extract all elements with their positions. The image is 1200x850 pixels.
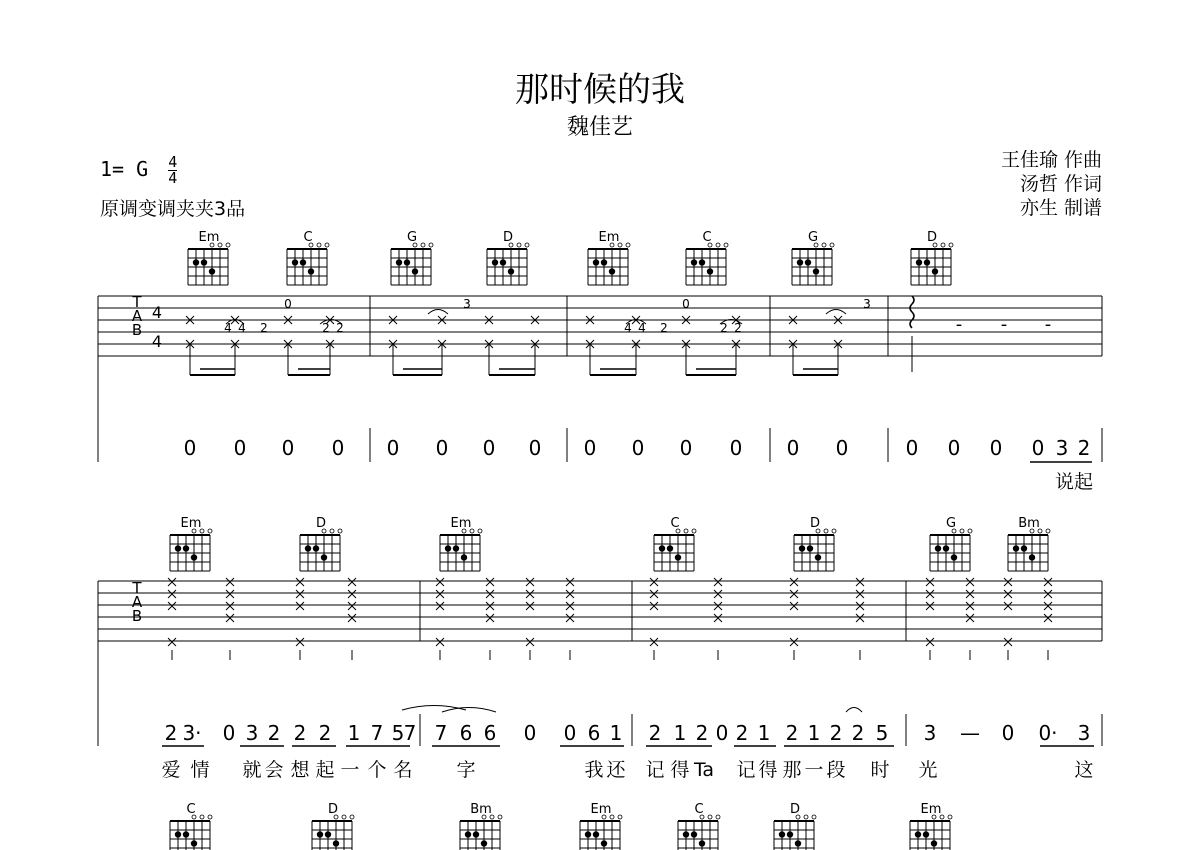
chord-diagram-g-label: G [807, 230, 819, 245]
chord-diagram-em-open-string [940, 815, 944, 819]
chord-diagram-c-dot [191, 840, 197, 846]
chord-diagram-c-open-string [716, 815, 720, 819]
chord-diagram-em-open-string [470, 529, 474, 533]
lyric-text: 光 [918, 759, 938, 781]
chord-diagram-c-label: C [702, 230, 712, 245]
chord-diagram-em-open-string [226, 243, 230, 247]
lyric-text: 时 [870, 759, 890, 781]
chord-diagram-em-dot [175, 545, 181, 551]
chord-diagram-d-open-string [517, 243, 521, 247]
key-label: 1= G [100, 157, 149, 181]
chord-diagram-c-open-string [684, 529, 688, 533]
notation-note: 0· [1038, 721, 1058, 745]
tab-fret-number: 2 [660, 321, 668, 335]
chord-diagram-d-open-string [949, 243, 953, 247]
chord-diagram-g-dot [404, 259, 410, 265]
chord-diagram-d-dot [325, 831, 331, 837]
tab-fret-number: 2 [720, 321, 728, 335]
whole-rest-dash: - [1000, 314, 1008, 335]
tab-fret-number: 2 [260, 321, 268, 335]
lyricist-credit: 汤哲 作词 [1019, 173, 1102, 195]
chord-diagram-c-dot [308, 268, 314, 274]
chord-diagram-em-label: Em [598, 230, 620, 245]
chord-diagram-d-open-string [525, 243, 529, 247]
chord-diagram-g-label: G [945, 516, 957, 531]
chord-diagram-d-dot [924, 259, 930, 265]
tab-fret-number: 3 [463, 297, 471, 311]
chord-diagram-em-dot [445, 545, 451, 551]
composer-credit: 王佳瑜 作曲 [1000, 149, 1102, 171]
chord-diagram-d-dot [779, 831, 785, 837]
chord-diagram-d-dot [508, 268, 514, 274]
tab-clef-letter: T [132, 579, 142, 597]
lyric-text: 想 [290, 759, 310, 781]
notation-note: 2 [785, 721, 799, 745]
chord-diagram-bm-dot [481, 840, 487, 846]
tab-fret-number: 0 [682, 297, 690, 311]
chord-diagram-em-open-string [478, 529, 482, 533]
chord-diagram-d-open-string [824, 529, 828, 533]
chord-diagram-em-dot [193, 259, 199, 265]
chord-diagram-bm-open-string [1038, 529, 1042, 533]
chord-diagram-em-dot [209, 268, 215, 274]
notation-note: 2 [829, 721, 843, 745]
lyric-text: 记 [645, 759, 665, 781]
tab-clef-letter: B [131, 607, 143, 625]
notation-note: 7 [434, 721, 448, 745]
chord-diagram-bm-dot [1029, 554, 1035, 560]
chord-diagram-d-label: D [809, 516, 821, 531]
chord-diagram-d-open-string [330, 529, 334, 533]
tie-arc [846, 708, 862, 713]
notation-note: 0 [386, 436, 400, 460]
chord-diagram-d-dot [787, 831, 793, 837]
chord-diagram-c-dot [300, 259, 306, 265]
chord-diagram-em-label: Em [180, 516, 202, 531]
notation-note: 5 [875, 721, 889, 745]
chord-diagram-bm-label: Bm [470, 802, 492, 817]
chord-diagram-c-dot [175, 831, 181, 837]
tie-arc [442, 708, 496, 713]
chord-diagram-em-label: Em [590, 802, 612, 817]
chord-diagram-bm-dot [1013, 545, 1019, 551]
chord-diagram-em-dot [183, 545, 189, 551]
chord-diagram-g-open-string [960, 529, 964, 533]
chord-diagram-em-dot [461, 554, 467, 560]
chord-diagram-em-dot [601, 840, 607, 846]
notation-note: 6 [587, 721, 601, 745]
arranger-credit: 亦生 制谱 [1019, 197, 1102, 219]
chord-diagram-g-dot [943, 545, 949, 551]
whole-rest-dash: - [1044, 314, 1052, 335]
chord-diagram-g-dot [951, 554, 957, 560]
notation-note: 3 [1055, 436, 1069, 460]
tab-time-denominator: 4 [151, 332, 163, 351]
tab-fret-number: 2 [336, 321, 344, 335]
chord-diagram-em-open-string [208, 529, 212, 533]
chord-diagram-g-dot [935, 545, 941, 551]
lyric-text: 就 [242, 759, 262, 781]
chord-diagram-d-label: D [789, 802, 801, 817]
chord-diagram-em-dot [601, 259, 607, 265]
tab-fret-number: 0 [284, 297, 292, 311]
chord-diagram-em-label: Em [198, 230, 220, 245]
lyric-text: 一 [804, 759, 824, 781]
chord-diagram-bm-open-string [498, 815, 502, 819]
notation-note: 3 [923, 721, 937, 745]
chord-diagram-g-open-string [968, 529, 972, 533]
chord-diagram-em-label: Em [920, 802, 942, 817]
chord-diagram-c-open-string [208, 815, 212, 819]
chord-diagram-d-dot [492, 259, 498, 265]
notation-note: 2 [851, 721, 865, 745]
chord-diagram-bm-label: Bm [1018, 516, 1040, 531]
chord-diagram-d-dot [795, 840, 801, 846]
chord-diagram-c-dot [675, 554, 681, 560]
chord-diagram-d-dot [916, 259, 922, 265]
tie-arc [402, 706, 466, 711]
chord-diagram-em-dot [593, 831, 599, 837]
lyric-text: 得 [758, 759, 778, 781]
tab-clef-letter: A [131, 307, 143, 325]
lyric-text: 爱 [161, 759, 181, 781]
notation-note: 0 [786, 436, 800, 460]
chord-diagram-em-dot [585, 831, 591, 837]
tab-fret-number: 2 [322, 321, 330, 335]
chord-diagram-d-open-string [804, 815, 808, 819]
chord-diagram-em-dot [915, 831, 921, 837]
notation-note: 2 [293, 721, 307, 745]
chord-diagram-em-open-string [618, 815, 622, 819]
song-title: 那时候的我 [515, 70, 685, 110]
notation-note: 0 [563, 721, 577, 745]
notation-note: — [960, 721, 980, 745]
chord-diagram-em-dot [931, 840, 937, 846]
meter-denominator: 4 [168, 169, 178, 187]
chord-diagram-em-dot [201, 259, 207, 265]
chord-diagram-bm-open-string [490, 815, 494, 819]
notation-note: 2 [648, 721, 662, 745]
artist-name: 魏佳艺 [566, 115, 633, 140]
notation-note: 0 [183, 436, 197, 460]
tab-fret-number: 3 [863, 297, 871, 311]
chord-diagram-g-open-string [822, 243, 826, 247]
notation-note: 0 [715, 721, 729, 745]
lyric-text: 个 [367, 759, 387, 781]
chord-diagram-em-dot [609, 268, 615, 274]
notation-note: 0 [281, 436, 295, 460]
chord-diagram-g-open-string [830, 243, 834, 247]
notation-note: 0 [989, 436, 1003, 460]
chord-diagram-em-dot [453, 545, 459, 551]
chord-diagram-bm-open-string [1046, 529, 1050, 533]
chord-diagram-c-label: C [303, 230, 313, 245]
notation-note: 7 [370, 721, 384, 745]
chord-diagram-g-dot [396, 259, 402, 265]
tab-fret-number: 2 [734, 321, 742, 335]
arpeggio-mark [910, 296, 914, 328]
chord-diagram-em-open-string [218, 243, 222, 247]
tab-fret-number: 4 [238, 321, 246, 335]
chord-diagram-d-dot [932, 268, 938, 274]
notation-note: 7 [403, 721, 417, 745]
chord-diagram-d-dot [333, 840, 339, 846]
chord-diagram-c-label: C [694, 802, 704, 817]
chord-diagram-g-open-string [421, 243, 425, 247]
tab-clef-letter: B [131, 321, 143, 339]
lyric-text: Ta [693, 759, 715, 781]
chord-diagram-c-open-string [708, 815, 712, 819]
chord-diagram-d-label: D [926, 230, 938, 245]
lyric-text: 还 [606, 759, 626, 781]
tab-time-numerator: 4 [151, 303, 163, 322]
notation-note: 2 [164, 721, 178, 745]
notation-note: 0 [1031, 436, 1045, 460]
lyric-text: 名 [393, 759, 413, 781]
notation-note: 0 [528, 436, 542, 460]
chord-diagram-d-open-string [941, 243, 945, 247]
notation-note: 2 [318, 721, 332, 745]
notation-note: 3· [182, 721, 202, 745]
notation-note: 0 [583, 436, 597, 460]
capo-note: 原调变调夹夹3品 [100, 198, 246, 220]
chord-diagram-d-open-string [812, 815, 816, 819]
lyric-text: 记 [736, 759, 756, 781]
chord-diagram-d-dot [313, 545, 319, 551]
chord-diagram-d-dot [500, 259, 506, 265]
chord-diagram-em-open-string [948, 815, 952, 819]
chord-diagram-c-label: C [186, 802, 196, 817]
notation-note: 3 [245, 721, 259, 745]
lyric-text: 字 [456, 759, 476, 781]
chord-diagram-c-open-string [724, 243, 728, 247]
chord-diagram-c-open-string [716, 243, 720, 247]
notation-note: 0 [1001, 721, 1015, 745]
chord-diagram-em-label: Em [450, 516, 472, 531]
chord-diagram-c-dot [691, 831, 697, 837]
notation-note: 2 [695, 721, 709, 745]
notation-note: 0 [331, 436, 345, 460]
chord-diagram-c-dot [667, 545, 673, 551]
chord-diagram-g-dot [813, 268, 819, 274]
chord-diagram-em-dot [923, 831, 929, 837]
chord-diagram-g-dot [797, 259, 803, 265]
chord-diagram-c-open-string [692, 529, 696, 533]
chord-diagram-c-dot [683, 831, 689, 837]
chord-diagram-g-label: G [406, 230, 418, 245]
tab-clef-letter: T [132, 293, 142, 311]
notation-note: 6 [483, 721, 497, 745]
notation-note: 0 [631, 436, 645, 460]
tab-clef-letter: A [131, 593, 143, 611]
chord-diagram-em-dot [593, 259, 599, 265]
chord-diagram-bm-dot [473, 831, 479, 837]
chord-diagram-em-open-string [610, 815, 614, 819]
notation-note: 1 [673, 721, 687, 745]
chord-diagram-em-open-string [626, 243, 630, 247]
lyric-text: 段 [826, 759, 846, 781]
chord-diagram-d-dot [317, 831, 323, 837]
chord-diagram-d-open-string [342, 815, 346, 819]
chord-diagram-em-open-string [200, 529, 204, 533]
lyric-text: 会 [264, 759, 284, 781]
lyric-text: 起 [315, 759, 335, 781]
lyric-text: 说起 [1054, 471, 1094, 493]
notation-note: 0 [947, 436, 961, 460]
chord-diagram-c-open-string [200, 815, 204, 819]
notation-note: 1 [757, 721, 771, 745]
whole-rest-dash: - [955, 314, 963, 335]
notation-note: 0 [233, 436, 247, 460]
notation-note: 1 [609, 721, 623, 745]
chord-diagram-c-dot [707, 268, 713, 274]
chord-diagram-d-open-string [832, 529, 836, 533]
chord-diagram-d-dot [815, 554, 821, 560]
chord-diagram-d-open-string [338, 529, 342, 533]
tie-arc [826, 310, 846, 315]
chord-diagram-em-open-string [618, 243, 622, 247]
chord-diagram-d-label: D [502, 230, 514, 245]
chord-diagram-c-dot [691, 259, 697, 265]
chord-diagram-bm-dot [465, 831, 471, 837]
chord-diagram-d-open-string [350, 815, 354, 819]
chord-diagram-d-dot [321, 554, 327, 560]
notation-note: 1 [807, 721, 821, 745]
notation-note: 0 [523, 721, 537, 745]
notation-note: 0 [729, 436, 743, 460]
lyric-text: 情 [190, 759, 210, 781]
chord-diagram-g-dot [805, 259, 811, 265]
notation-note: 0 [679, 436, 693, 460]
chord-diagram-c-open-string [317, 243, 321, 247]
chord-diagram-d-dot [305, 545, 311, 551]
notation-note: 2 [267, 721, 281, 745]
notation-note: 0 [835, 436, 849, 460]
chord-diagram-c-open-string [325, 243, 329, 247]
notation-note: 1 [347, 721, 361, 745]
chord-diagram-c-dot [659, 545, 665, 551]
chord-diagram-g-open-string [429, 243, 433, 247]
chord-diagram-c-label: C [670, 516, 680, 531]
notation-note: 0 [435, 436, 449, 460]
chord-diagram-c-dot [699, 259, 705, 265]
chord-diagram-bm-dot [1021, 545, 1027, 551]
chord-diagram-d-label: D [327, 802, 339, 817]
lyric-text: 一 [340, 759, 360, 781]
lyric-text: 这 [1074, 759, 1094, 781]
notation-note: 0 [222, 721, 236, 745]
notation-note: 2 [1077, 436, 1091, 460]
chord-diagram-g-dot [412, 268, 418, 274]
lyric-text: 我 [584, 759, 604, 781]
tab-fret-number: 4 [638, 321, 646, 335]
chord-diagram-d-dot [807, 545, 813, 551]
meter-numerator: 4 [168, 153, 178, 171]
chord-diagram-em-dot [191, 554, 197, 560]
chord-diagram-c-dot [183, 831, 189, 837]
notation-note: 3 [1077, 721, 1091, 745]
chord-diagram-c-dot [699, 840, 705, 846]
notation-note: 6 [459, 721, 473, 745]
notation-note: 0 [905, 436, 919, 460]
notation-note: 5 [391, 721, 405, 745]
lyric-text: 得 [670, 759, 690, 781]
notation-note: 0 [482, 436, 496, 460]
lyric-text: 那 [782, 759, 802, 781]
tie-arc [428, 310, 448, 315]
chord-diagram-c-dot [292, 259, 298, 265]
notation-note: 2 [735, 721, 749, 745]
chord-diagram-d-label: D [315, 516, 327, 531]
tab-fret-number: 4 [224, 321, 232, 335]
chord-diagram-d-dot [799, 545, 805, 551]
tab-fret-number: 4 [624, 321, 632, 335]
